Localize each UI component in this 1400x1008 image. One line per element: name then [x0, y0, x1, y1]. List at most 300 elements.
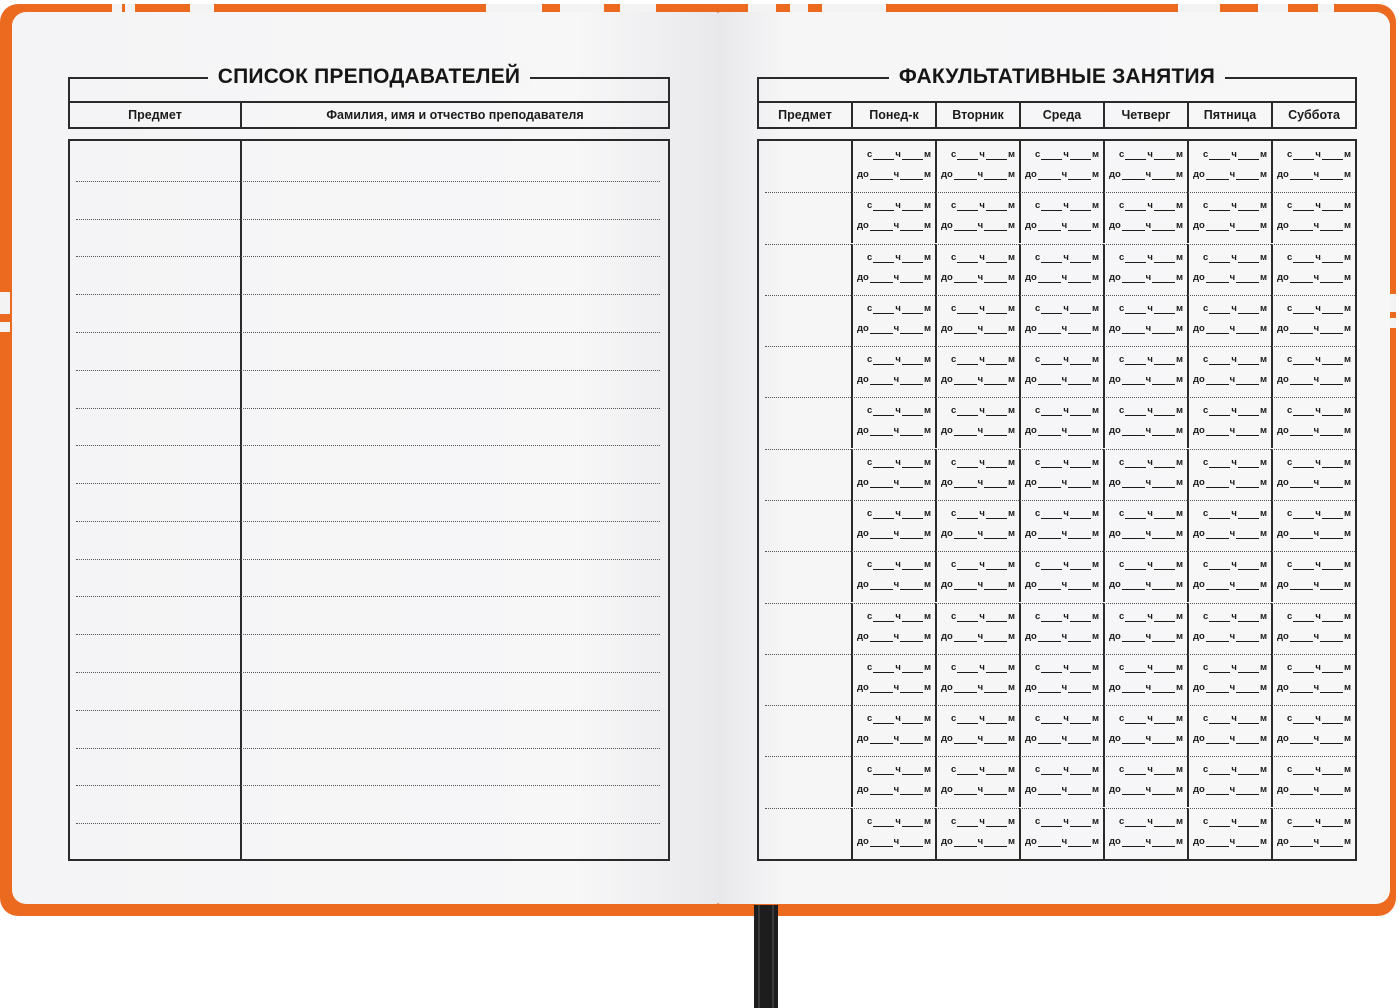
hours-label: ч [1315, 303, 1321, 314]
time-blank [870, 786, 893, 795]
hours-label: ч [893, 682, 900, 693]
day-time-cell [1271, 756, 1355, 807]
time-blank [870, 633, 893, 642]
time-blank [1322, 407, 1343, 416]
time-field [1119, 406, 1183, 416]
time-blank [984, 479, 1007, 488]
time-prefix: с [1203, 149, 1209, 160]
time-field [867, 406, 931, 416]
hours-label: ч [895, 200, 901, 211]
hours-label: ч [979, 354, 985, 365]
time-prefix: с [867, 713, 873, 724]
minutes-label: м [1007, 272, 1016, 283]
writing-line [76, 748, 660, 749]
time-field [857, 324, 931, 334]
time-blank [1290, 684, 1313, 693]
minutes-label: м [1091, 836, 1100, 847]
time-blank [1122, 684, 1145, 693]
minutes-label: м [1007, 682, 1016, 693]
time-prefix: с [1035, 508, 1041, 519]
hours-label: ч [1313, 784, 1320, 795]
minutes-label: м [1175, 662, 1183, 673]
time-prefix: до [1193, 425, 1205, 436]
hours-label: ч [977, 272, 984, 283]
time-prefix: с [1287, 611, 1293, 622]
minutes-label: м [1175, 631, 1184, 642]
hours-label: ч [895, 713, 901, 724]
time-blank [1154, 407, 1175, 416]
time-blank [1236, 274, 1259, 283]
column-header-subject: Предмет [128, 108, 182, 122]
minutes-label: м [1175, 816, 1183, 827]
time-field [1109, 580, 1183, 590]
time-field [951, 560, 1015, 570]
time-blank [1209, 510, 1230, 519]
time-blank [873, 407, 894, 416]
hours-label: ч [1315, 764, 1321, 775]
time-field [941, 734, 1015, 744]
time-prefix: до [1025, 528, 1037, 539]
time-field [1287, 406, 1351, 416]
time-blank [870, 222, 893, 231]
cover-pattern [790, 4, 808, 12]
time-blank [957, 254, 978, 263]
time-blank [1238, 561, 1259, 570]
time-prefix: до [1277, 169, 1289, 180]
day-time-cell [1271, 141, 1355, 192]
hours-label: ч [1231, 816, 1237, 827]
minutes-label: м [923, 611, 931, 622]
hours-label: ч [979, 764, 985, 775]
time-blank [1322, 151, 1343, 160]
time-prefix: до [941, 733, 953, 744]
time-field [1025, 426, 1099, 436]
time-blank [1038, 684, 1061, 693]
time-prefix: до [1025, 836, 1037, 847]
hours-label: ч [1147, 559, 1153, 570]
time-prefix: с [1119, 457, 1125, 468]
time-field [1277, 426, 1351, 436]
hours-label: ч [1315, 405, 1321, 416]
time-blank [1152, 427, 1175, 436]
hours-label: ч [979, 611, 985, 622]
time-blank [986, 613, 1007, 622]
time-blank [1293, 715, 1314, 724]
time-blank [870, 735, 893, 744]
time-prefix: до [857, 272, 869, 283]
time-field [1193, 683, 1267, 693]
time-prefix: с [1287, 200, 1293, 211]
minutes-label: м [1259, 405, 1267, 416]
hours-label: ч [1231, 713, 1237, 724]
hours-label: ч [1315, 713, 1321, 724]
timetable-row [759, 808, 1355, 859]
time-blank [902, 305, 923, 314]
day-time-cell [1019, 756, 1103, 807]
time-blank [1154, 202, 1175, 211]
time-prefix: до [1277, 784, 1289, 795]
minutes-label: м [1091, 611, 1099, 622]
time-blank [954, 171, 977, 180]
time-prefix: с [1119, 816, 1125, 827]
row-separator [765, 500, 1355, 501]
time-blank [1068, 530, 1091, 539]
row-separator [765, 705, 1355, 706]
column-header-friday: Пятница [1187, 103, 1271, 127]
time-field [1109, 632, 1183, 642]
time-prefix: до [1277, 836, 1289, 847]
cover-pattern [0, 322, 10, 332]
minutes-label: м [1343, 272, 1352, 283]
time-blank [1290, 633, 1313, 642]
time-blank [1070, 254, 1091, 263]
hours-label: ч [979, 149, 985, 160]
time-blank [1209, 613, 1230, 622]
time-field [1119, 253, 1183, 263]
hours-label: ч [1147, 354, 1153, 365]
subject-cell [759, 654, 851, 705]
time-blank [900, 735, 923, 744]
time-prefix: с [867, 200, 873, 211]
time-blank [1320, 274, 1343, 283]
time-blank [873, 766, 894, 775]
time-prefix: с [867, 816, 873, 827]
hours-label: ч [893, 425, 900, 436]
time-blank [1322, 459, 1343, 468]
time-blank [1070, 664, 1091, 673]
minutes-label: м [1175, 784, 1184, 795]
minutes-label: м [1343, 477, 1352, 488]
hours-label: ч [893, 272, 900, 283]
column-header-wednesday: Среда [1019, 103, 1103, 127]
time-field [867, 150, 931, 160]
time-blank [1038, 222, 1061, 231]
time-blank [1070, 151, 1091, 160]
time-blank [1122, 222, 1145, 231]
time-field [951, 663, 1015, 673]
time-blank [1206, 633, 1229, 642]
hours-label: ч [1231, 354, 1237, 365]
time-blank [1236, 171, 1259, 180]
time-blank [1125, 715, 1146, 724]
minutes-label: м [923, 303, 931, 314]
time-field [1277, 683, 1351, 693]
time-prefix: с [1035, 611, 1041, 622]
time-blank [1322, 510, 1343, 519]
time-blank [1154, 613, 1175, 622]
hours-label: ч [977, 220, 984, 231]
time-blank [1236, 684, 1259, 693]
time-prefix: до [857, 425, 869, 436]
time-blank [1209, 305, 1230, 314]
time-field [1025, 478, 1099, 488]
timetable-row [759, 192, 1355, 243]
time-blank [1290, 479, 1313, 488]
time-blank [1041, 664, 1062, 673]
time-field [857, 426, 931, 436]
hours-label: ч [893, 579, 900, 590]
time-blank [1320, 479, 1343, 488]
time-blank [1320, 427, 1343, 436]
day-time-cell [1103, 295, 1187, 346]
time-prefix: с [1287, 354, 1293, 365]
time-field [941, 375, 1015, 385]
time-field [1035, 509, 1099, 519]
hours-label: ч [1145, 425, 1152, 436]
time-blank [900, 581, 923, 590]
time-prefix: с [1203, 508, 1209, 519]
minutes-label: м [1259, 272, 1268, 283]
time-prefix: до [1025, 579, 1037, 590]
minutes-label: м [1091, 425, 1100, 436]
time-blank [1322, 305, 1343, 314]
subject-cell [759, 397, 851, 448]
time-field [951, 817, 1015, 827]
time-blank [870, 479, 893, 488]
time-blank [1122, 633, 1145, 642]
hours-label: ч [979, 662, 985, 673]
time-blank [902, 818, 923, 827]
time-blank [1206, 427, 1229, 436]
timetable-row [759, 756, 1355, 807]
time-prefix: с [1035, 559, 1041, 570]
minutes-label: м [1259, 169, 1268, 180]
time-blank [954, 530, 977, 539]
minutes-label: м [1259, 611, 1267, 622]
minutes-label: м [1175, 559, 1183, 570]
time-prefix: с [1035, 303, 1041, 314]
minutes-label: м [1007, 200, 1015, 211]
time-blank [954, 479, 977, 488]
time-blank [954, 222, 977, 231]
time-prefix: до [1025, 733, 1037, 744]
hours-label: ч [1313, 425, 1320, 436]
day-time-cell [1271, 654, 1355, 705]
time-prefix: до [1025, 425, 1037, 436]
time-field [867, 765, 931, 775]
time-prefix: с [1203, 457, 1209, 468]
time-prefix: до [1109, 323, 1121, 334]
column-header-teacher-name: Фамилия, имя и отчество преподавателя [240, 103, 668, 127]
time-blank [873, 664, 894, 673]
time-blank [957, 459, 978, 468]
timetable-row [759, 551, 1355, 602]
time-blank [1154, 305, 1175, 314]
minutes-label: м [923, 528, 932, 539]
time-blank [870, 838, 893, 847]
time-blank [1125, 510, 1146, 519]
day-time-cell [1271, 705, 1355, 756]
hours-label: ч [1063, 457, 1069, 468]
time-prefix: до [857, 682, 869, 693]
time-blank [1125, 613, 1146, 622]
time-blank [1320, 838, 1343, 847]
timetable-row [759, 449, 1355, 500]
time-blank [1154, 818, 1175, 827]
time-blank [1209, 356, 1230, 365]
day-time-cell [851, 551, 935, 602]
minutes-label: м [923, 200, 931, 211]
time-blank [1154, 356, 1175, 365]
minutes-label: м [1259, 764, 1267, 775]
minutes-label: м [1259, 354, 1267, 365]
time-prefix: до [941, 323, 953, 334]
time-blank [1068, 786, 1091, 795]
minutes-label: м [1007, 508, 1015, 519]
minutes-label: м [923, 323, 932, 334]
time-blank [1209, 766, 1230, 775]
time-blank [1070, 766, 1091, 775]
time-blank [870, 581, 893, 590]
day-time-cell [1271, 500, 1355, 551]
minutes-label: м [1091, 252, 1099, 263]
time-field [1025, 837, 1099, 847]
timetable-row [759, 603, 1355, 654]
hours-label: ч [977, 733, 984, 744]
time-blank [1238, 818, 1259, 827]
time-blank [902, 151, 923, 160]
time-field [1277, 170, 1351, 180]
time-blank [1206, 376, 1229, 385]
hours-label: ч [1145, 374, 1152, 385]
time-blank [1038, 735, 1061, 744]
time-prefix: с [867, 303, 873, 314]
time-prefix: до [1193, 784, 1205, 795]
hours-label: ч [1063, 149, 1069, 160]
day-time-cell [1019, 244, 1103, 295]
time-blank [1322, 664, 1343, 673]
time-blank [1322, 356, 1343, 365]
minutes-label: м [923, 682, 932, 693]
day-time-cell [1103, 397, 1187, 448]
time-prefix: до [941, 528, 953, 539]
time-prefix: до [941, 477, 953, 488]
time-blank [1041, 151, 1062, 160]
minutes-label: м [1343, 508, 1351, 519]
row-separator [765, 654, 1355, 655]
day-time-cell [1271, 808, 1355, 859]
time-field [1193, 632, 1267, 642]
day-time-cell [935, 346, 1019, 397]
time-prefix: с [1119, 252, 1125, 263]
day-time-cell [851, 756, 935, 807]
time-field [1035, 304, 1099, 314]
timetable-row [759, 705, 1355, 756]
minutes-label: м [1259, 323, 1268, 334]
time-prefix: с [1035, 354, 1041, 365]
hours-label: ч [1147, 816, 1153, 827]
time-prefix: с [867, 354, 873, 365]
day-time-cell [1271, 192, 1355, 243]
time-blank [984, 581, 1007, 590]
row-separator [765, 295, 1355, 296]
time-blank [870, 274, 893, 283]
time-prefix: до [1025, 682, 1037, 693]
minutes-label: м [1175, 323, 1184, 334]
time-field [1193, 785, 1267, 795]
time-prefix: с [951, 508, 957, 519]
time-field [1193, 837, 1267, 847]
hours-label: ч [895, 149, 901, 160]
day-time-cell [851, 654, 935, 705]
day-time-cell [935, 192, 1019, 243]
minutes-label: м [1175, 528, 1184, 539]
time-blank [1041, 254, 1062, 263]
time-field [1203, 304, 1267, 314]
hours-label: ч [1231, 252, 1237, 263]
time-prefix: с [1119, 611, 1125, 622]
time-field [1287, 612, 1351, 622]
minutes-label: м [1007, 354, 1015, 365]
time-field [857, 785, 931, 795]
time-prefix: до [1109, 272, 1121, 283]
minutes-label: м [1343, 836, 1352, 847]
time-blank [954, 735, 977, 744]
time-prefix: с [1203, 713, 1209, 724]
time-prefix: с [1203, 405, 1209, 416]
minutes-label: м [1091, 323, 1100, 334]
time-blank [1293, 202, 1314, 211]
hours-label: ч [1063, 200, 1069, 211]
time-field [1193, 221, 1267, 231]
time-field [1203, 253, 1267, 263]
time-field [1287, 714, 1351, 724]
time-blank [957, 561, 978, 570]
time-blank [1122, 838, 1145, 847]
time-prefix: с [1203, 354, 1209, 365]
hours-label: ч [1231, 508, 1237, 519]
time-blank [986, 818, 1007, 827]
time-prefix: до [1109, 733, 1121, 744]
minutes-label: м [923, 354, 931, 365]
time-blank [1290, 325, 1313, 334]
time-field [1035, 355, 1099, 365]
subject-cell [759, 141, 851, 192]
hours-label: ч [979, 559, 985, 570]
hours-label: ч [1229, 733, 1236, 744]
time-blank [1209, 407, 1230, 416]
time-field [1119, 201, 1183, 211]
time-blank [1122, 786, 1145, 795]
time-prefix: с [1119, 405, 1125, 416]
time-prefix: до [941, 784, 953, 795]
time-prefix: до [1109, 425, 1121, 436]
time-blank [1152, 633, 1175, 642]
minutes-label: м [1343, 169, 1352, 180]
hours-label: ч [977, 631, 984, 642]
time-field [867, 253, 931, 263]
time-blank [1122, 376, 1145, 385]
time-blank [984, 530, 1007, 539]
minutes-label: м [1343, 631, 1352, 642]
time-blank [1070, 613, 1091, 622]
minutes-label: м [1091, 631, 1100, 642]
time-field [1203, 458, 1267, 468]
minutes-label: м [1343, 220, 1352, 231]
day-time-cell [1103, 244, 1187, 295]
minutes-label: м [1007, 220, 1016, 231]
minutes-label: м [1259, 579, 1268, 590]
time-prefix: с [867, 405, 873, 416]
time-field [1203, 560, 1267, 570]
time-blank [1125, 202, 1146, 211]
time-blank [1293, 151, 1314, 160]
day-time-cell [1103, 603, 1187, 654]
hours-label: ч [1147, 764, 1153, 775]
time-field [1035, 817, 1099, 827]
time-blank [957, 407, 978, 416]
minutes-label: м [923, 508, 931, 519]
